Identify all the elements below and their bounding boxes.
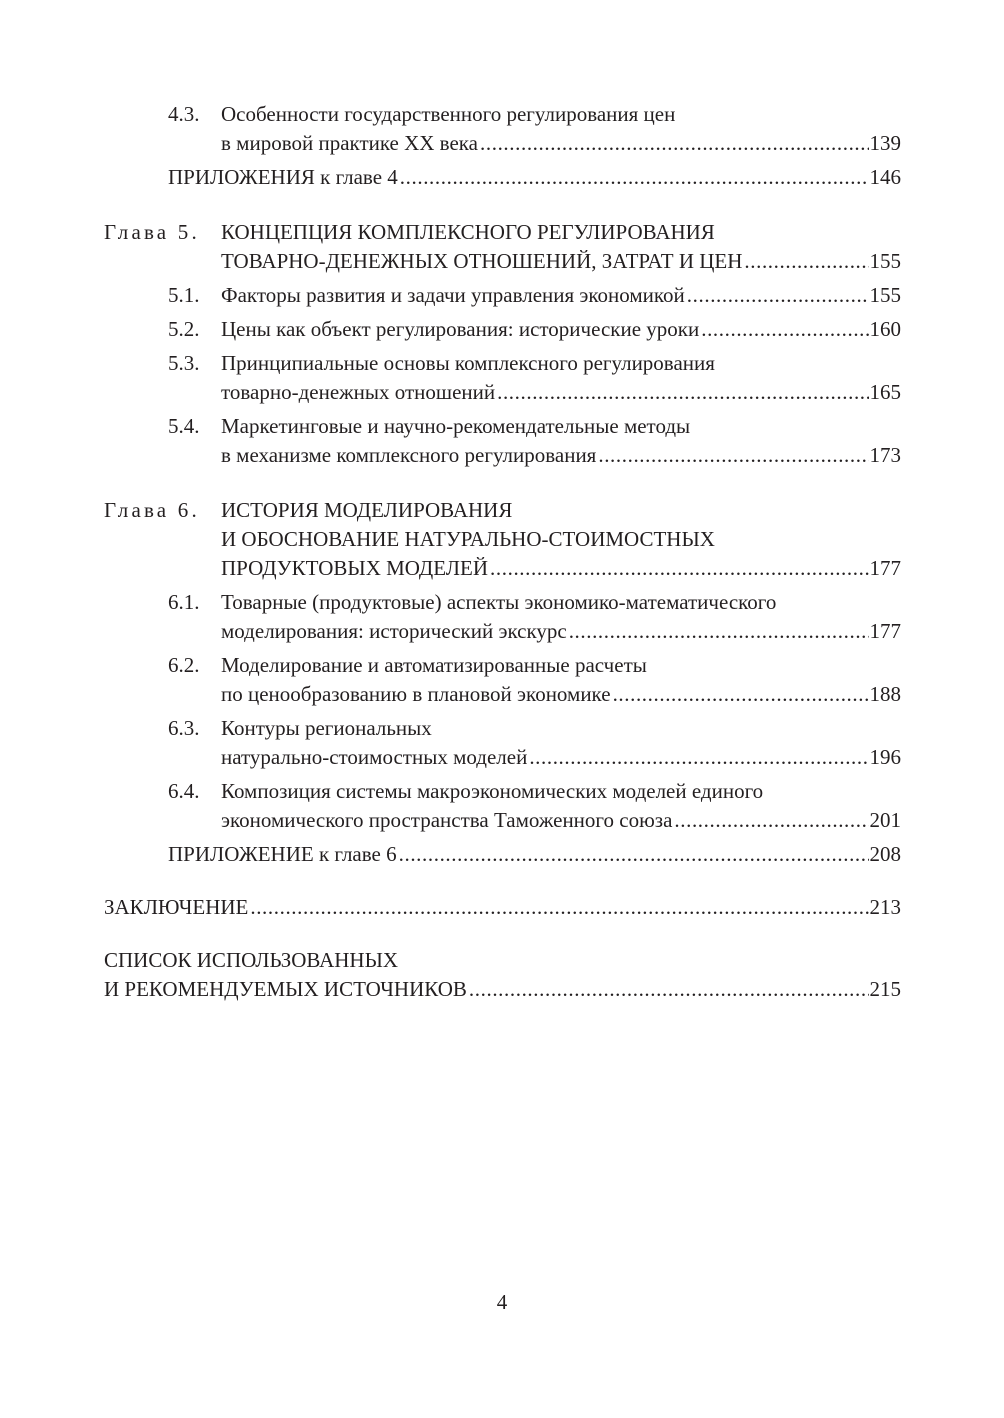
section-number: 6.1. (168, 590, 200, 614)
entry-title: ЗАКЛЮЧЕНИЕ (104, 895, 249, 919)
chapter-title-continued: ПРОДУКТОВЫХ МОДЕЛЕЙ (221, 556, 489, 580)
dot-leader (497, 378, 868, 407)
entry-title: Маркетинговые и научно-рекомендательные методы (221, 414, 691, 438)
section-number: 5.2. (168, 317, 200, 341)
dot-leader (400, 163, 869, 192)
toc-entry-5-4[interactable] (104, 412, 901, 470)
section-number: 5.3. (168, 351, 200, 375)
page-ref: 177 (869, 556, 901, 580)
entry-title: Цены как объект регулирования: исторические уроки (221, 317, 700, 341)
table-of-contents (104, 100, 901, 1004)
dot-leader (480, 129, 868, 158)
dot-leader (674, 806, 868, 835)
dot-leader (250, 893, 868, 922)
page-ref: 196 (869, 745, 901, 769)
dot-leader (687, 281, 869, 310)
chapter-label: Глава 5. (104, 220, 200, 244)
entry-title-continued: в мировой практике XX века (221, 131, 479, 155)
dot-leader (569, 617, 869, 646)
entry-title-continued: товарно-денежных отношений (221, 380, 496, 404)
chapter-title-continued: ТОВАРНО-ДЕНЕЖНЫХ ОТНОШЕНИЙ, ЗАТРАТ И ЦЕН (221, 249, 743, 273)
page-ref: 160 (869, 317, 901, 341)
page-ref: 188 (869, 682, 901, 706)
page-number: 4 (496, 1290, 508, 1314)
page-ref: 201 (869, 808, 901, 832)
toc-entry-references[interactable] (104, 946, 901, 1004)
entry-title: Факторы развития и задачи управления экономикой (221, 283, 685, 307)
dot-leader (701, 315, 868, 344)
entry-title: Композиция системы макроэкономических моделей единого (221, 779, 764, 803)
entry-title: Принципиальные основы комплексного регулирования (221, 351, 715, 375)
page-ref: 215 (869, 977, 901, 1001)
entry-title: Контуры региональных (221, 716, 432, 740)
section-number: 6.2. (168, 653, 200, 677)
dot-leader (613, 680, 869, 709)
toc-entry-5-1[interactable] (104, 281, 901, 310)
toc-entry-conclusion[interactable] (104, 893, 901, 922)
entry-title: Товарные (продуктовые) аспекты экономико-математического (221, 590, 777, 614)
toc-entry-6-1[interactable] (104, 588, 901, 646)
entry-title-continued: И РЕКОМЕНДУЕМЫХ ИСТОЧНИКОВ (104, 977, 467, 1001)
toc-entry-6-2[interactable] (104, 651, 901, 709)
toc-entry-5-2[interactable] (104, 315, 901, 344)
toc-entry-6-4[interactable] (104, 777, 901, 835)
dot-leader (744, 247, 868, 276)
toc-entry-appendix-6[interactable] (104, 840, 901, 869)
page-ref: 208 (869, 842, 901, 866)
entry-title-continued: экономического пространства Таможенного союза (221, 808, 673, 832)
page-ref: 139 (869, 131, 901, 155)
page-ref: 155 (869, 249, 901, 273)
entry-title: Особенности государственного регулирования цен (221, 102, 676, 126)
toc-entry-4-3[interactable] (104, 100, 901, 158)
section-number: 5.4. (168, 414, 200, 438)
page-ref: 146 (869, 165, 901, 189)
section-number: 6.4. (168, 779, 200, 803)
page-ref: 155 (869, 283, 901, 307)
page-ref: 177 (869, 619, 901, 643)
section-number: 4.3. (168, 102, 200, 126)
chapter-label: Глава 6. (104, 498, 200, 522)
chapter-title: КОНЦЕПЦИЯ КОМПЛЕКСНОГО РЕГУЛИРОВАНИЯ (221, 220, 715, 244)
entry-title-continued: по ценообразованию в плановой экономике (221, 682, 611, 706)
page-ref: 173 (869, 443, 901, 467)
entry-title-continued: моделирования: исторический экскурс (221, 619, 567, 643)
entry-title: ПРИЛОЖЕНИЯ к главе 4 (168, 165, 398, 189)
section-number: 5.1. (168, 283, 200, 307)
entry-title-continued: натурально-стоимостных моделей (221, 745, 528, 769)
entry-title: СПИСОК ИСПОЛЬЗОВАННЫХ (104, 948, 399, 972)
dot-leader (598, 441, 868, 470)
dot-leader (490, 554, 868, 583)
toc-entry-5-3[interactable] (104, 349, 901, 407)
toc-entry-chapter-5[interactable] (104, 218, 901, 276)
toc-entry-6-3[interactable] (104, 714, 901, 772)
toc-entry-chapter-6[interactable] (104, 496, 901, 583)
dot-leader (469, 975, 869, 1004)
entry-title: Моделирование и автоматизированные расчеты (221, 653, 647, 677)
chapter-title-continued: И ОБОСНОВАНИЕ НАТУРАЛЬНО-СТОИМОСТНЫХ (221, 527, 715, 551)
section-number: 6.3. (168, 716, 200, 740)
entry-title-continued: в механизме комплексного регулирования (221, 443, 597, 467)
chapter-title: ИСТОРИЯ МОДЕЛИРОВАНИЯ (221, 498, 513, 522)
page-ref: 213 (869, 895, 901, 919)
toc-entry-appendix-4[interactable] (104, 163, 901, 192)
page-ref: 165 (869, 380, 901, 404)
dot-leader (529, 743, 868, 772)
entry-title: ПРИЛОЖЕНИЕ к главе 6 (168, 842, 397, 866)
dot-leader (399, 840, 869, 869)
